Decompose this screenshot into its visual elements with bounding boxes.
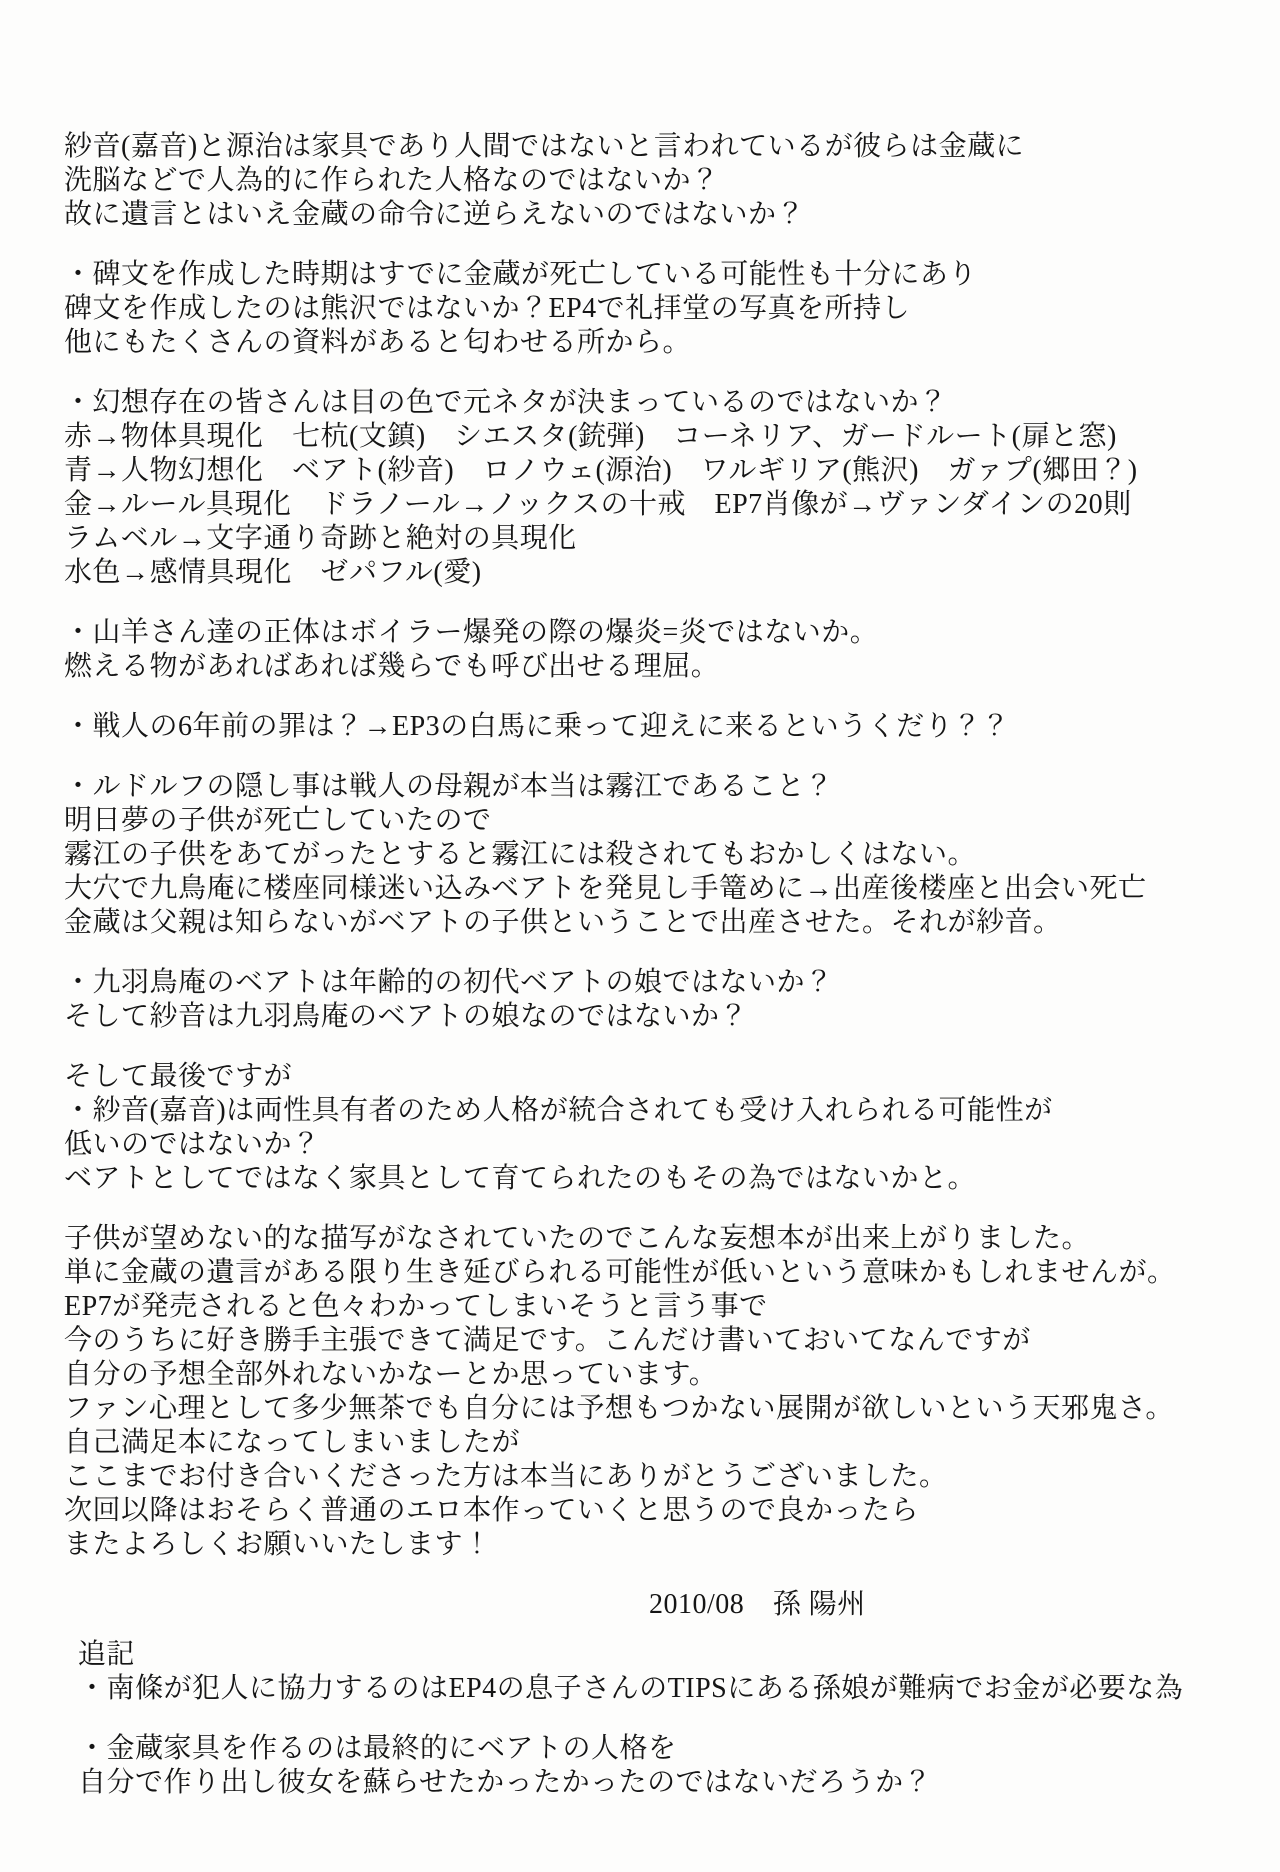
text-line: ベアトとしてではなく家具として育てられたのもその為ではないかと。 — [64, 1163, 977, 1194]
paragraph-postscript-kinzo-furniture — [64, 1732, 1244, 1800]
text-line: ・碑文を作成した時期はすでに金蔵が死亡している可能性も十分にあり — [64, 259, 977, 290]
text-line: ・金蔵家具を作るのは最終的にベアトの人格を — [78, 1733, 677, 1764]
text-line: 2010/08 孫 陽州 — [649, 1589, 866, 1620]
text-line: 青→人物幻想化 ベアト(紗音) ロノウェ(源治) ワルギリア(熊沢) ガァプ(郷田？) — [64, 455, 1138, 486]
text-line: ここまでお付き合いくださった方は本当にありがとうございました。 — [64, 1461, 948, 1492]
text-line: またよろしくお願いいたします！ — [64, 1529, 492, 1560]
paragraph-final-theory — [64, 1060, 1244, 1196]
paragraph-battler-sin — [64, 710, 1244, 744]
paragraph-postscript-nanjo — [64, 1638, 1244, 1706]
text-line: 霧江の子供をあてがったとすると霧江には殺されてもおかしくはない。 — [64, 839, 977, 870]
paragraph-sayo-genji-furniture — [64, 130, 1244, 232]
paragraph-closing-remarks — [64, 1222, 1244, 1562]
paragraph-fantasy-beings-eye-color — [64, 386, 1244, 590]
text-line: ・ルドルフの隠し事は戦人の母親が本当は霧江であること？ — [64, 771, 834, 802]
paragraph-epitaph-theory — [64, 258, 1244, 360]
text-line: 水色→感情具現化 ゼパフル(愛) — [64, 557, 482, 588]
text-line: 明日夢の子供が死亡していたので — [64, 805, 492, 836]
text-line: EP7が発売されると色々わかってしまいそうと言う事で — [64, 1291, 768, 1322]
paragraph-signature — [64, 1588, 1244, 1622]
text-line: 燃える物があればあれば幾らでも呼び出せる理屈。 — [64, 651, 720, 682]
text-line: 他にもたくさんの資料があると匂わせる所から。 — [64, 327, 692, 358]
text-line: ・山羊さん達の正体はボイラー爆発の際の爆炎=炎ではないか。 — [64, 617, 879, 648]
text-line: 自分の予想全部外れないかなーとか思っています。 — [64, 1359, 718, 1390]
paragraph-goats-theory — [64, 616, 1244, 684]
text-line: 洗脳などで人為的に作られた人格なのではないか？ — [64, 165, 720, 196]
text-line: 単に金蔵の遺言がある限り生き延びられる可能性が低いという意味かもしれませんが。 — [64, 1257, 1176, 1288]
paragraph-rudolf-secret — [64, 770, 1244, 940]
text-line: ファン心理として多少無茶でも自分には予想もつかない展開が欲しいという天邪鬼さ。 — [64, 1393, 1174, 1424]
text-line: そして紗音は九羽鳥庵のベアトの娘なのではないか？ — [64, 1001, 749, 1032]
text-line: ・幻想存在の皆さんは目の色で元ネタが決まっているのではないか？ — [64, 387, 948, 418]
text-line: 次回以降はおそらく普通のエロ本作っていくと思うので良かったら — [64, 1495, 920, 1526]
paragraph-kuwadorian-beato — [64, 966, 1244, 1034]
text-line: ・紗音(嘉音)は両性具有者のため人格が統合されても受け入れられる可能性が — [64, 1095, 1053, 1126]
text-line: そして最後ですが — [64, 1061, 293, 1092]
text-line: 今のうちに好き勝手主張できて満足です。こんだけ書いておいてなんですが — [64, 1325, 1031, 1356]
text-line: 自分で作り出し彼女を蘇らせたかったかったのではないだろうか？ — [78, 1767, 933, 1798]
text-line: 故に遺言とはいえ金蔵の命令に逆らえないのではないか？ — [64, 199, 806, 230]
text-line: 自己満足本になってしまいましたが — [64, 1427, 521, 1458]
text-line: 赤→物体具現化 七杭(文鎮) シエスタ(銃弾) コーネリア、ガードルート(扉と窓) — [64, 421, 1117, 452]
text-line: 追記 — [78, 1639, 136, 1670]
text-line: 金→ルール具現化 ドラノール→ノックスの十戒 EP7肖像が→ヴァンダインの20則 — [64, 489, 1132, 520]
text-line: ・戦人の6年前の罪は？→EP3の白馬に乗って迎えに来るというくだり？？ — [64, 711, 1011, 742]
text-line: ・南條が犯人に協力するのはEP4の息子さんのTIPSにある孫娘が難病でお金が必要な為 — [78, 1673, 1184, 1704]
text-line: 紗音(嘉音)と源治は家具であり人間ではないと言われているが彼らは金蔵に — [64, 131, 1025, 162]
text-line: ・九羽鳥庵のベアトは年齢的の初代ベアトの娘ではないか？ — [64, 967, 834, 998]
text-line: ラムベル→文字通り奇跡と絶対の具現化 — [64, 523, 577, 554]
text-line: 低いのではないか？ — [64, 1129, 321, 1160]
text-line: 金蔵は父親は知らないがベアトの子供ということで出産させた。それが紗音。 — [64, 907, 1062, 938]
text-line: 大穴で九鳥庵に楼座同様迷い込みベアトを発見し手篭めに→出産後楼座と出会い死亡 — [64, 873, 1147, 904]
text-line: 子供が望めない的な描写がなされていたのでこんな妄想本が出来上がりました。 — [64, 1223, 1091, 1254]
text-line: 碑文を作成したのは熊沢ではないか？EP4で礼拝堂の写真を所持し — [64, 293, 911, 324]
